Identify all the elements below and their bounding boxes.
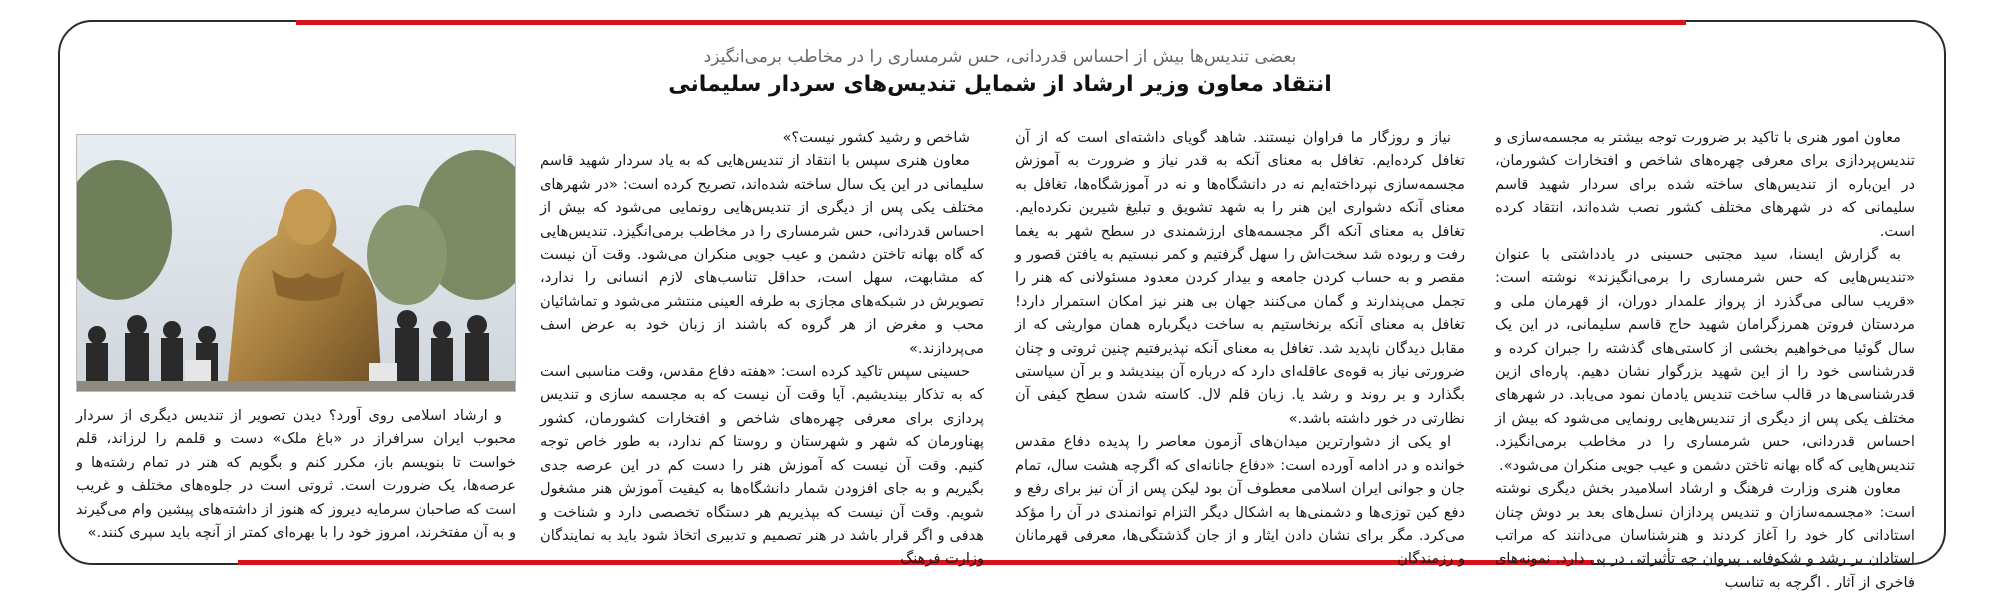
paragraph: معاون هنری وزارت فرهنگ و ارشاد اسلامیدر بخش دیگری نوشته است: «مجسمه‌سازان و تندیس پردازان نسل‌های بعد بر دوش چنان استادانی کار خود را آغاز کردند و هنرشناسان می‌دانند که مراتب استادان بر رشد و شکوفایی پیروان چه تأثیراتی در پی دارد. نمونه‌های فاخری از آثار . اگرچه به تناسب (1495, 480, 1915, 591)
paragraph: معاون امور هنری با تاکید بر ضرورت توجه بیشتر به مجسمه‌سازی و تندیس‌پردازی برای معرفی چهره‌های شاخص و افتخارات کشورمان، در این‌باره از تندیس‌های ساخته شده برای سردار شهید قاسم سلیمانی که در شهرهای مختلف کشور نصب شده‌اند، انتقاد کرده است. (1495, 129, 1915, 240)
paragraph: معاون هنری سپس با انتقاد از تندیس‌هایی که به یاد سردار شهید قاسم سلیمانی در این یک سال ساخته شده‌اند، تصریح کرده است: «در شهرهای مختلف یکی پس از دیگری از تندیس‌هایی رونمایی می‌شود که بیش از احساس قدردانی، حس شرمساری را در مخاطب برمی‌انگیزد. تندیس‌هایی که گاه بهانه تاختن دشمن و عیب جویی منکران می‌شود. وقت آن نیست که مشابهت، سهل است، حداقل تناسب‌های لازم انسانی را ندارد، تصویرش در شبکه‌های مجازی به طرفه العینی منتشر می‌شود و تماشائیان محب و مغرض از هر گروه که باشند از زبان خود به عرض اسف می‌پردازند.» (540, 152, 984, 357)
paragraph: و ارشاد اسلامی روی آورد؟ دیدن تصویر از تندیس دیگری از سردار محبوب ایران سرافراز در «باغ ملک» دست و قلمم را لرزاند، قلم خواست تا بنویسم باز، مکرر کنم و بگویم که هنر در تمام رشته‌ها و عرصه‌ها، یک ضرورت است. ثروتی است در جلوه‌های مختلف و غریب است که صاحبان سرمایه دیروز که هنوز از داشته‌های پیشین وام می‌گیرند و به آن مفتخرند، امروز خود را با بهره‌ای کمتر از آنچه باید سپری کنند.» (76, 407, 516, 542)
paragraph: نیاز و روزگار ما فراوان نیستند. شاهد گویای داشته‌ای است که از آن تغافل کرده‌ایم. تغافل به معنای آنکه به قدر نیاز و ضرورت به آموزش مجسمه‌سازی نپرداخته‌ایم نه در دانشگاه‌ها و نه در آموزشگاه‌ها، تغافل به معنای آنکه دشواری این هنر را به شهد تشویق و تبلیغ شیرین نکرده‌ایم. تغافل به معنای آنکه اگر مجسمه‌های ارزشمندی در سطح شهر به یغما رفت و ربوده شد سخت‌اش را سهل گرفتیم و کمر نبستیم به یافتن قصور و مقصر و به حساب کردن جامعه و بیدار کردن معدود مسئولانی که هنر را تجمل می‌پندارند و گمان می‌کنند جهان بی هنر نیز امکان استمرار دارد! تغافل به معنای آنکه برنخاستیم به ساخت دیگرباره همان مواریثی که از مقابل دیدگان ناپدید شد. تغافل به معنای آنکه نپذیرفتیم چنین ثروتی و چنان ضرورتی نیاز به قوه‌ی عاقله‌ای دارد که درباره آن بیندیشد و بر آن سیاستی بگذارد و بر روند و رشد یا. زبان قلم لال. کاسته شدن سطح کیفی آن نظارتی در خور داشته باشد.» (1015, 129, 1465, 427)
paragraph: به گزارش ایسنا، سید مجتبی حسینی در یادداشتی با عنوان «تندیس‌هایی که حس شرمساری را برمی‌انگیزند» نوشته است: «قریب سالی می‌گذرد از پرواز علمدار دوران، از قهرمان ملی و مردستان فروتن همرزگرامان شهید حاج قاسم سلیمانی، در این یک سال گوئیا می‌خواهیم بخشی از کاستی‌های گذشته را جبران کرده و قدرشناسی خود را از این شهید بزرگوار نشان دهیم. پاره‌ای ازین قدرشناسی‌ها در قالب ساخت تندیس یادمان نمود می‌یابد. در شهرهای مختلف یکی پس از دیگری از تندیس‌هایی رونمایی می‌شود که بیش از احساس قدردانی، حس شرمساری را در مخاطب برمی‌انگیزد. تندیس‌هایی که گاه بهانه تاختن دشمن و عیب جویی منکران می‌شود». (1495, 246, 1915, 474)
statue-photo-illustration (77, 135, 516, 392)
article-column-3 (540, 126, 984, 571)
paragraph: حسینی سپس تاکید کرده است: «هفته دفاع مقدس، وقت مناسبی است که به تذکار بیندیشیم. آیا وقت آن نیست که به مجسمه سازی و تندیس پردازی برای معرفی چهره‌های شاخص و افتخارات کشورمان، کشور پهناورمان که شهر و شهرستان و روستا کم ندارد، به طور خاص توجه کنیم. وقت آن نیست که آموزش هنر را دست کم در این عرصه جدی بگیریم و به جای افزودن شمار دانشگاه‌ها به کیفیت آموزش هنر مشغول شویم. وقت آن نیست که بپذیریم هر دستگاه تخصصی دارد و شناخت و هدفی و اگر قرار باشد در هنر تصمیم و تدبیری اتخاذ شود باید به نمایندگان وزارت فرهنگ (540, 363, 984, 568)
statue-photo (76, 134, 516, 392)
top-red-rule (296, 20, 1686, 25)
article-kicker: بعضی تندیس‌ها بیش از احساس قدردانی، حس شرمساری را در مخاطب برمی‌انگیزد (703, 47, 1297, 67)
article-column-4 (76, 404, 516, 544)
paragraph: شاخص و رشید کشور نیست؟» (782, 129, 970, 146)
paragraph: او یکی از دشوارترین میدان‌های آزمون معاصر را پدیده دفاع مقدس خوانده و در ادامه آورده است: «دفاع جانانه‌ای که اگرچه هشت سال، تمام جان و جوانی ایران اسلامی معطوف آن بود لیکن پس از آن نیز برای رفع و دفع کین توزی‌ها و دشمنی‌ها به اشکال دیگر التزام توانمندی در آن را مؤکد می‌کرد. مگر برای نشان دادن ایثار و از جان گذشتگی‌ها، معرفی قهرمانان و رزمندگان (1015, 433, 1465, 568)
article-column-2 (1015, 126, 1465, 571)
article-column-1 (1495, 126, 1915, 594)
article-headline: انتقاد معاون وزیر ارشاد از شمایل تندیس‌های سردار سلیمانی (668, 72, 1332, 97)
